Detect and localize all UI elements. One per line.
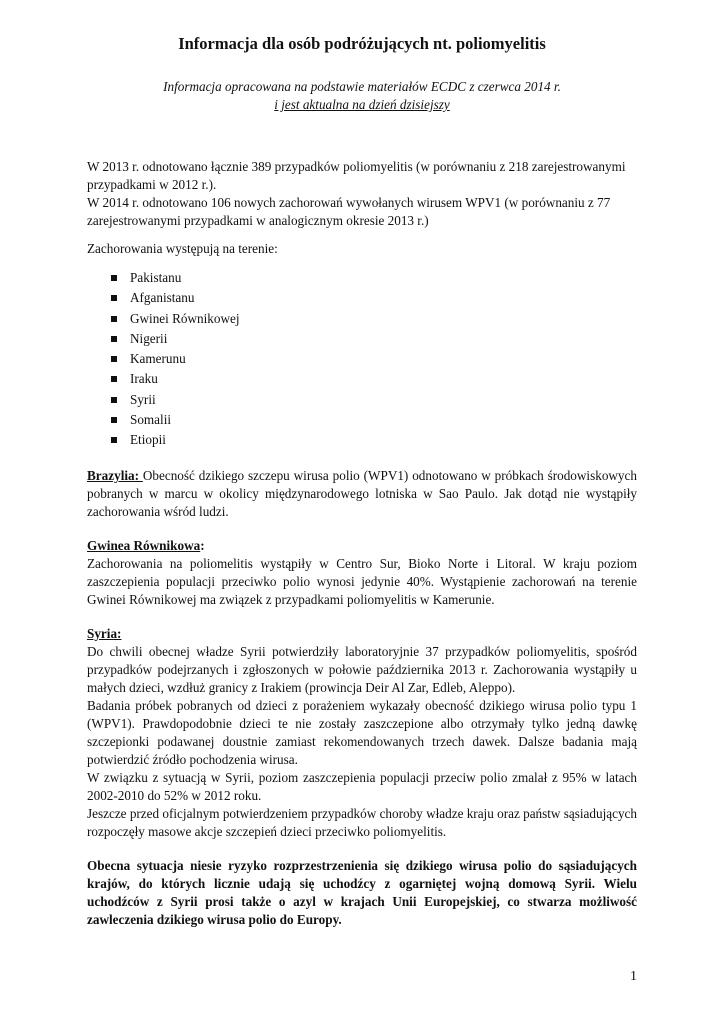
syria-section (87, 625, 637, 841)
bullet-icon (111, 356, 117, 362)
country-list (87, 268, 637, 451)
intro-paragraph-2: W 2014 r. odnotowano 106 nowych zachorowań wywołanych wirusem WPV1 (w porównaniu z 77 zarejestrowanymi przypadkami w analogicznym okresie 2013 r.) (87, 195, 611, 228)
list-item: Pakistanu (111, 268, 637, 288)
bullet-icon (111, 316, 117, 322)
guinea-text: Zachorowania na poliomelitis wystąpiły w Centro Sur, Bioko Norte i Litoral. W kraju poziom zaszczepienia populacji przeciwko polio wynosi jedynie 40%. Wystąpienie zachorowań na terenie Gwinei Równikowej ma związek z przypadkami poliomyelitis w Kamerunie. (87, 555, 637, 607)
bullet-icon (111, 437, 117, 443)
syria-paragraph-3: W związku z sytuacją w Syrii, poziom zaszczepienia populacji przeciw polio zmalał z 95% w latach 2002-2010 do 52% w 2012 roku. (87, 769, 637, 803)
list-item: Gwinei Równikowej (111, 309, 637, 329)
list-item: Somalii (111, 410, 637, 430)
bullet-icon (111, 336, 117, 342)
list-item: Syrii (111, 390, 637, 410)
syria-heading: Syria: (87, 625, 122, 641)
syria-paragraph-1: Do chwili obecnej władze Syrii potwierdziły laboratoryjnie 37 przypadków poliomyelitis, spośród przypadków podejrzanych i zgłoszonych w połowie października 2013 r. Zachorowania wystąpiły u małych dzieci, wzdłuż granicy z Irakiem (prowincja Deir Al Zar, Edleb, Aleppo). (87, 643, 637, 695)
bullet-icon (111, 295, 117, 301)
bullet-icon (111, 417, 117, 423)
list-item: Iraku (111, 369, 637, 389)
syria-paragraph-2: Badania próbek pobranych od dzieci z porażeniem wykazały obecność dzikiego wirusa polio typu 1 (WPV1). Prawdopodobnie dzieci te nie zostały zaszczepione albo otrzymały tylko jedną dawkę szczepionki podawanej doustnie zamiast rekomendowanych trzech dawek. Dalsze badania mają potwierdzić źródło pochodzenia wirusa. (87, 697, 637, 767)
document-body (87, 158, 637, 929)
list-item: Nigerii (111, 329, 637, 349)
guinea-heading: Gwinea Równikowa (87, 537, 201, 553)
intro-section (87, 158, 637, 258)
page-number: 1 (630, 969, 637, 984)
list-item: Kamerunu (111, 349, 637, 369)
intro-paragraph-1: W 2013 r. odnotowano łącznie 389 przypadków poliomyelitis (w porównaniu z 218 zarejestrowanymi przypadkami w 2012 r.). (87, 159, 626, 192)
subtitle (0, 78, 724, 114)
brazil-section (87, 467, 637, 521)
list-item: Etiopii (111, 430, 637, 450)
conclusion-paragraph: Obecna sytuacja niesie ryzyko rozprzestrzenienia się dzikiego wirusa polio do sąsiadujących krajów, do których licznie udają się uchodźcy z ogarniętej wojną domową Syrii. Wielu uchodźców z Syrii prosi także o azyl w krajach Unii Europejskiej, co stwarza możliwość zawleczenia dzikiego wirusa polio do Europy. (87, 857, 637, 927)
bullet-icon (111, 376, 117, 382)
subtitle-line-1: Informacja opracowana na podstawie materiałów ECDC z czerwca 2014 r. (163, 79, 561, 94)
page-title: Informacja dla osób podróżujących nt. poliomyelitis (178, 34, 546, 53)
bullet-icon (111, 397, 117, 403)
guinea-section: Gwinea Równikowa: Zachorowania na poliomelitis wystąpiły w Centro Sur, Bioko Norte i Litoral. W kraju poziom zaszczepienia populacji przeciwko polio wynosi jedynie 40%. Wystąpienie zachorowań na terenie Gwinei Równikowej ma związek z przypadkami poliomyelitis w Kamerunie. (87, 537, 637, 607)
brazil-text: Obecność dzikiego szczepu wirusa polio (WPV1) odnotowano w próbkach środowiskowych pobranych w marcu w okolicy międzynarodowego lotniska w Sao Paulo. Jak dotąd nie wystąpiły zachorowania wśród ludzi. (87, 467, 637, 519)
syria-paragraph-4: Jeszcze przed oficjalnym potwierdzeniem przypadków choroby władze kraju oraz państw sąsiadujących rozpoczęły masowe akcje szczepień dzieci przeciwko poliomyelitis. (87, 805, 637, 839)
bullet-icon (111, 275, 117, 281)
brazil-heading: Brazylia: (87, 467, 143, 483)
intro-paragraph-3: Zachorowania występują na terenie: (87, 241, 278, 256)
list-item: Afganistanu (111, 288, 637, 308)
subtitle-line-2: i jest aktualna na dzień dzisiejszy (274, 97, 450, 112)
